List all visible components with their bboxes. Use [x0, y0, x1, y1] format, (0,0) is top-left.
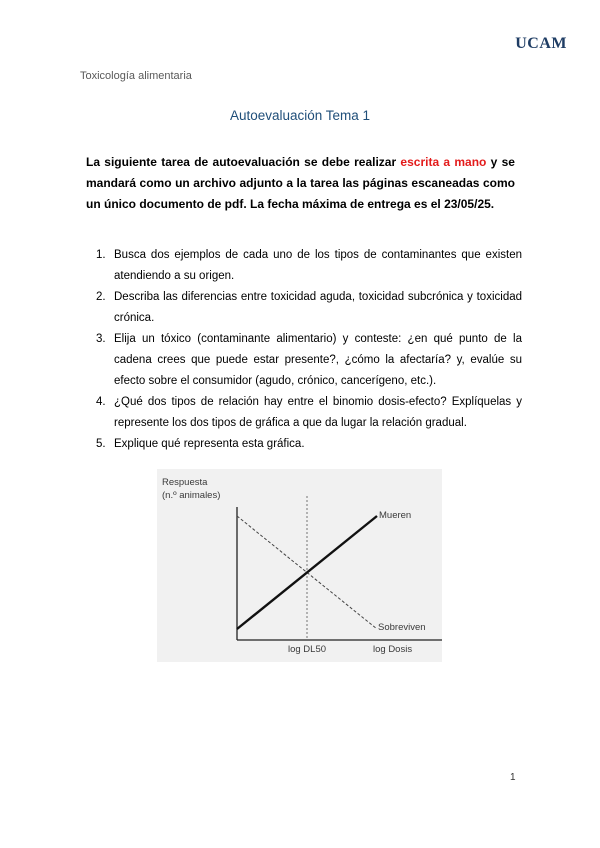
dose-response-chart: [157, 469, 442, 662]
question-text: Explique qué representa esta gráfica.: [114, 438, 305, 450]
question-item: [86, 434, 522, 455]
y-axis-label-line1: Respuesta: [162, 477, 208, 488]
question-number: 4.: [96, 396, 106, 408]
question-text: Busca dos ejemplos de cada uno de los tipos de contaminantes que existen atendiendo a su origen.: [114, 249, 522, 282]
page-number: 1: [510, 772, 516, 783]
question-item: [86, 392, 522, 434]
question-number: 3.: [96, 333, 106, 345]
dose-response-figure: [157, 469, 442, 662]
question-number: 2.: [96, 291, 106, 303]
series-label-sobreviven: Sobreviven: [378, 622, 426, 633]
ucam-logo: UCAM: [515, 35, 567, 52]
question-text: Elija un tóxico (contaminante alimentario) y conteste: ¿en qué punto de la cadena crees que puede estar presente?, ¿cómo la afectaría? y, evalúe su efecto sobre el consumidor (agudo, crónico, cancerígeno, etc.).: [114, 333, 522, 387]
intro-text-2: y se mandará como un archivo adjunto a la tarea las páginas escaneadas como un único documento de pdf. La fecha máxima de entrega es el 23/05/25.: [86, 155, 515, 211]
x-marker-label: log DL50: [287, 644, 327, 655]
subject-header: Toxicología alimentaria: [80, 70, 192, 82]
question-number: 1.: [96, 249, 106, 261]
series-label-mueren: Mueren: [379, 510, 412, 521]
question-text: Describa las diferencias entre toxicidad aguda, toxicidad subcrónica y toxicidad crónica.: [114, 291, 522, 324]
intro-highlight: escrita a mano: [400, 155, 487, 169]
question-text: ¿Qué dos tipos de relación hay entre el binomio dosis-efecto? Explíquelas y represente los dos tipos de gráfica a que da lugar la relación gradual.: [114, 396, 522, 429]
question-item: [86, 245, 522, 287]
question-number: 5.: [96, 438, 106, 450]
intro-paragraph: [86, 152, 515, 215]
page-title: Autoevaluación Tema 1: [229, 108, 371, 123]
question-list: [86, 245, 522, 455]
question-item: [86, 329, 522, 392]
question-item: [86, 287, 522, 329]
y-axis-label-line2: (n.º animales): [162, 490, 221, 501]
intro-text-1: La siguiente tarea de autoevaluación se debe realizar: [86, 155, 401, 169]
x-axis-label: log Dosis: [373, 644, 413, 655]
